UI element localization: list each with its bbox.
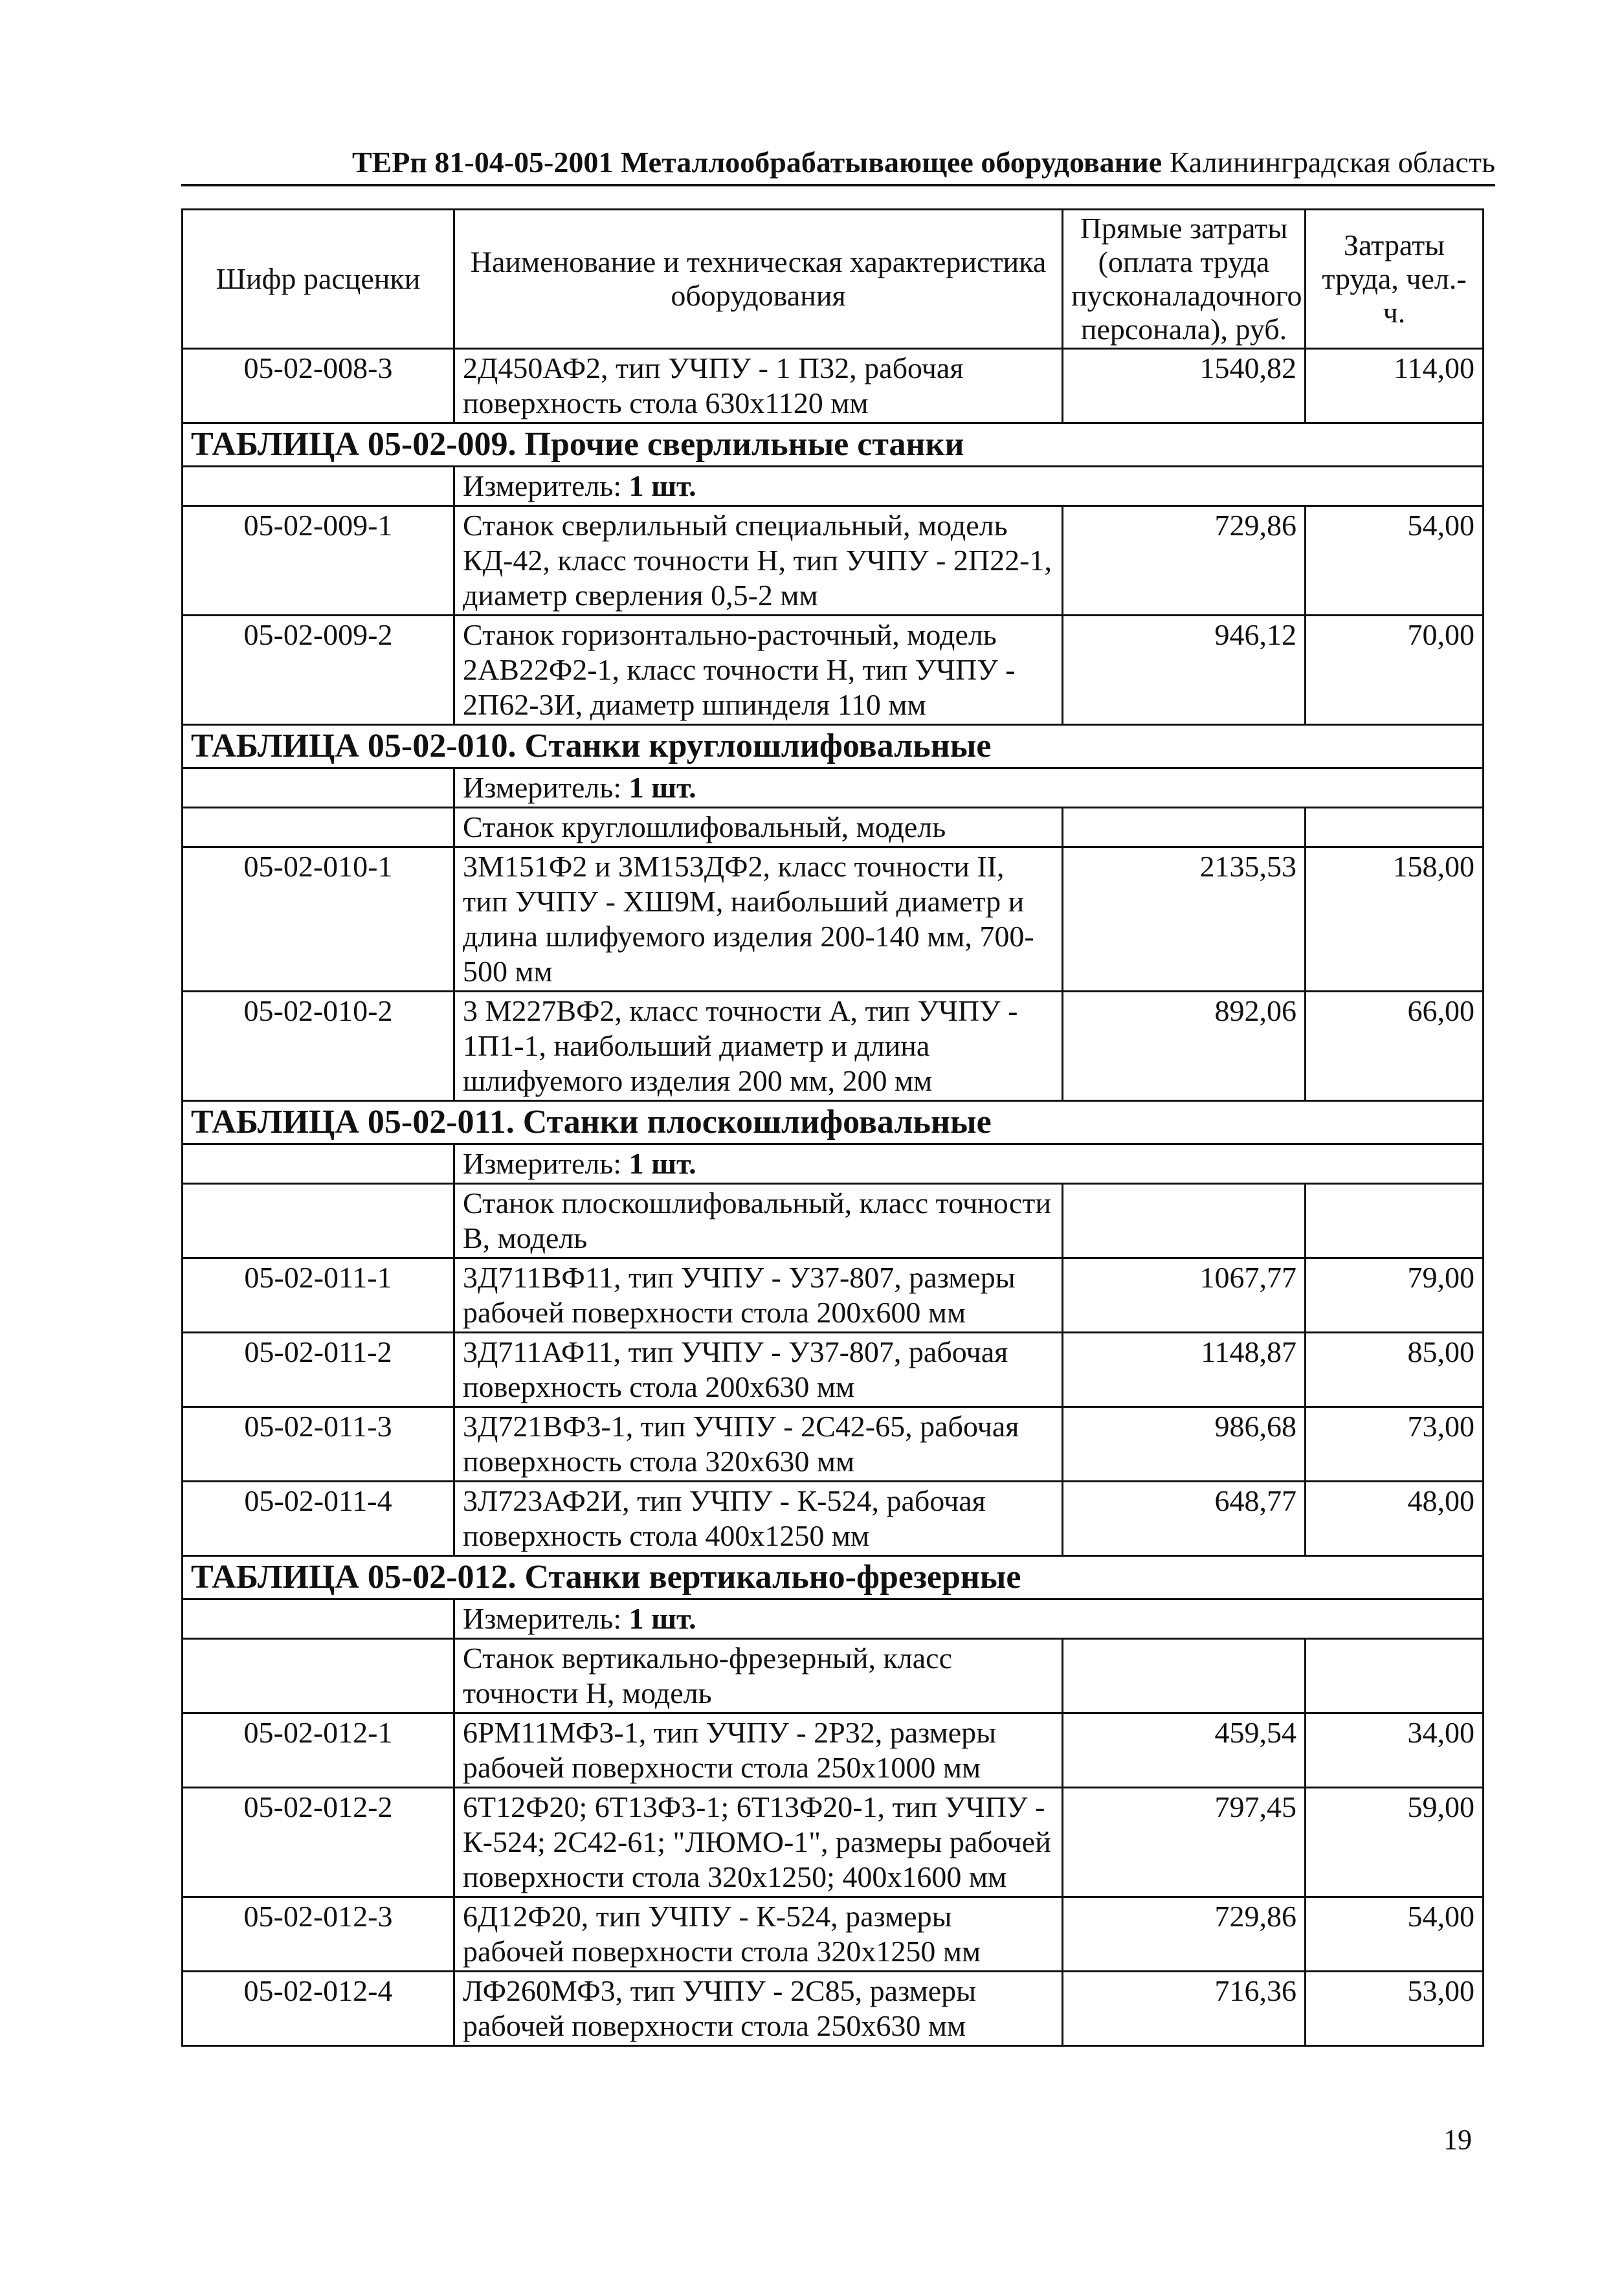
unit-cell <box>454 1599 1484 1639</box>
row-code: 05-02-011-1 <box>183 1258 454 1333</box>
table-header-row <box>183 210 1484 349</box>
table-row <box>183 1897 1484 1972</box>
row-labor: 53,00 <box>1306 1972 1484 2046</box>
intro-row <box>183 1184 1484 1258</box>
section-title-row <box>183 725 1484 768</box>
intro-text: Станок вертикально-фрезерный, класс точности Н, модель <box>454 1639 1063 1713</box>
header-code: ТЕРп 81-04-05-2001 <box>351 146 614 179</box>
unit-cell <box>454 467 1484 506</box>
unit-spacer <box>183 1599 454 1639</box>
row-name: 6РМ11МФ3-1, тип УЧПУ - 2Р32, размеры рабочей поверхности стола 250x1000 мм <box>454 1713 1063 1788</box>
unit-label: Измеритель: <box>463 469 622 502</box>
row-cost: 1067,77 <box>1063 1258 1306 1333</box>
row-cost: 892,06 <box>1063 992 1306 1101</box>
section-title-row <box>183 423 1484 467</box>
intro-spacer <box>1306 1184 1484 1258</box>
table-row <box>183 1972 1484 2046</box>
intro-text: Станок круглошлифовальный, модель <box>454 808 1063 847</box>
table-row <box>183 1333 1484 1407</box>
column-header-code: Шифр расценки <box>183 210 454 349</box>
row-cost: 716,36 <box>1063 1972 1306 2046</box>
table-row <box>183 1258 1484 1333</box>
intro-spacer <box>183 808 454 847</box>
row-cost: 729,86 <box>1063 506 1306 616</box>
row-name: 2Д450АФ2, тип УЧПУ - 1 П32, рабочая поверхность стола 630x1120 мм <box>454 349 1063 423</box>
row-name: 6Д12Ф20, тип УЧПУ - К-524, размеры рабочей поверхности стола 320x1250 мм <box>454 1897 1063 1972</box>
column-header-direct-costs: Прямые затраты (оплата труда пусконаладочного персонала), руб. <box>1063 210 1306 349</box>
unit-value: 1 шт. <box>628 771 696 804</box>
row-code: 05-02-008-3 <box>183 349 454 423</box>
row-cost: 797,45 <box>1063 1788 1306 1897</box>
intro-spacer <box>1063 1184 1306 1258</box>
unit-spacer <box>183 768 454 808</box>
intro-spacer <box>1306 1639 1484 1713</box>
unit-row <box>183 1599 1484 1639</box>
row-labor: 73,00 <box>1306 1407 1484 1482</box>
row-code: 05-02-011-3 <box>183 1407 454 1482</box>
intro-spacer <box>183 1639 454 1713</box>
unit-cell <box>454 768 1484 808</box>
row-name: 6Т12Ф20; 6Т13Ф3-1; 6Т13Ф20-1, тип УЧПУ - К-524; 2С42-61; "ЛЮМО-1", размеры рабочей поверхности стола 320x1250; 400x1600 мм <box>454 1788 1063 1897</box>
table-row <box>183 1407 1484 1482</box>
section-title: ТАБЛИЦА 05-02-010. Станки круглошлифовальные <box>183 725 1484 768</box>
table-row <box>183 1713 1484 1788</box>
table-row <box>183 349 1484 423</box>
unit-label: Измеритель: <box>463 771 622 804</box>
unit-spacer <box>183 467 454 506</box>
row-code: 05-02-011-4 <box>183 1482 454 1556</box>
row-name: 3Д721ВФ3-1, тип УЧПУ - 2С42-65, рабочая поверхность стола 320x630 мм <box>454 1407 1063 1482</box>
table-row <box>183 1788 1484 1897</box>
table-row <box>183 992 1484 1101</box>
row-labor: 85,00 <box>1306 1333 1484 1407</box>
row-labor: 79,00 <box>1306 1258 1484 1333</box>
row-code: 05-02-012-1 <box>183 1713 454 1788</box>
row-cost: 1148,87 <box>1063 1333 1306 1407</box>
rates-table <box>181 208 1484 2047</box>
row-code: 05-02-012-3 <box>183 1897 454 1972</box>
section-title: ТАБЛИЦА 05-02-011. Станки плоскошлифовальные <box>183 1101 1484 1144</box>
row-labor: 70,00 <box>1306 616 1484 725</box>
row-code: 05-02-010-2 <box>183 992 454 1101</box>
intro-spacer <box>183 1184 454 1258</box>
table-row <box>183 506 1484 616</box>
table-row <box>183 847 1484 992</box>
header-region: Калининградская область <box>1169 146 1495 179</box>
row-labor: 114,00 <box>1306 349 1484 423</box>
intro-row <box>183 1639 1484 1713</box>
row-cost: 648,77 <box>1063 1482 1306 1556</box>
row-cost: 2135,53 <box>1063 847 1306 992</box>
table-row <box>183 1482 1484 1556</box>
row-labor: 66,00 <box>1306 992 1484 1101</box>
intro-spacer <box>1063 808 1306 847</box>
row-code: 05-02-009-1 <box>183 506 454 616</box>
unit-row <box>183 768 1484 808</box>
running-header <box>181 148 1495 177</box>
intro-row <box>183 808 1484 847</box>
page-number: 19 <box>1443 2124 1472 2155</box>
row-name: 3Д711ВФ11, тип УЧПУ - У37-807, размеры рабочей поверхности стола 200x600 мм <box>454 1258 1063 1333</box>
row-labor: 59,00 <box>1306 1788 1484 1897</box>
table-body <box>183 349 1484 2046</box>
section-title: ТАБЛИЦА 05-02-012. Станки вертикально-фрезерные <box>183 1556 1484 1599</box>
intro-spacer <box>1306 808 1484 847</box>
intro-text: Станок плоскошлифовальный, класс точности В, модель <box>454 1184 1063 1258</box>
row-cost: 986,68 <box>1063 1407 1306 1482</box>
unit-label: Измеритель: <box>463 1147 622 1180</box>
row-cost: 1540,82 <box>1063 349 1306 423</box>
unit-row <box>183 1144 1484 1184</box>
row-name: 3Д711АФ11, тип УЧПУ - У37-807, рабочая поверхность стола 200x630 мм <box>454 1333 1063 1407</box>
column-header-name: Наименование и техническая характеристика оборудования <box>454 210 1063 349</box>
row-labor: 54,00 <box>1306 1897 1484 1972</box>
row-labor: 158,00 <box>1306 847 1484 992</box>
unit-spacer <box>183 1144 454 1184</box>
row-cost: 946,12 <box>1063 616 1306 725</box>
row-labor: 48,00 <box>1306 1482 1484 1556</box>
row-cost: 729,86 <box>1063 1897 1306 1972</box>
intro-spacer <box>1063 1639 1306 1713</box>
header-title: Металлообрабатывающее оборудование <box>620 146 1162 179</box>
row-name: 3Л723АФ2И, тип УЧПУ - К-524, рабочая поверхность стола 400x1250 мм <box>454 1482 1063 1556</box>
row-labor: 54,00 <box>1306 506 1484 616</box>
unit-value: 1 шт. <box>628 469 696 502</box>
row-name: 3М151Ф2 и 3М153ДФ2, класс точности II, тип УЧПУ - ХШ9М, наибольший диаметр и длина шлифуемого изделия 200-140 мм, 700-500 мм <box>454 847 1063 992</box>
row-name: 3 М227ВФ2, класс точности А, тип УЧПУ - 1П1-1, наибольший диаметр и длина шлифуемого изделия 200 мм, 200 мм <box>454 992 1063 1101</box>
row-code: 05-02-011-2 <box>183 1333 454 1407</box>
row-code: 05-02-009-2 <box>183 616 454 725</box>
unit-label: Измеритель: <box>463 1602 622 1635</box>
unit-value: 1 шт. <box>628 1147 696 1180</box>
column-header-labor: Затраты труда, чел.-ч. <box>1306 210 1484 349</box>
section-title: ТАБЛИЦА 05-02-009. Прочие сверлильные станки <box>183 423 1484 467</box>
table-row <box>183 616 1484 725</box>
row-labor: 34,00 <box>1306 1713 1484 1788</box>
unit-cell <box>454 1144 1484 1184</box>
row-code: 05-02-012-4 <box>183 1972 454 2046</box>
row-code: 05-02-010-1 <box>183 847 454 992</box>
unit-row <box>183 467 1484 506</box>
header-rule <box>181 184 1495 186</box>
section-title-row <box>183 1556 1484 1599</box>
row-code: 05-02-012-2 <box>183 1788 454 1897</box>
section-title-row <box>183 1101 1484 1144</box>
row-name: Станок сверлильный специальный, модель КД-42, класс точности Н, тип УЧПУ - 2П22-1, диаметр сверления 0,5-2 мм <box>454 506 1063 616</box>
row-name: ЛФ260МФ3, тип УЧПУ - 2С85, размеры рабочей поверхности стола 250x630 мм <box>454 1972 1063 2046</box>
row-cost: 459,54 <box>1063 1713 1306 1788</box>
unit-value: 1 шт. <box>628 1602 696 1635</box>
row-name: Станок горизонтально-расточный, модель 2АВ22Ф2-1, класс точности Н, тип УЧПУ - 2П62-3И, диаметр шпинделя 110 мм <box>454 616 1063 725</box>
